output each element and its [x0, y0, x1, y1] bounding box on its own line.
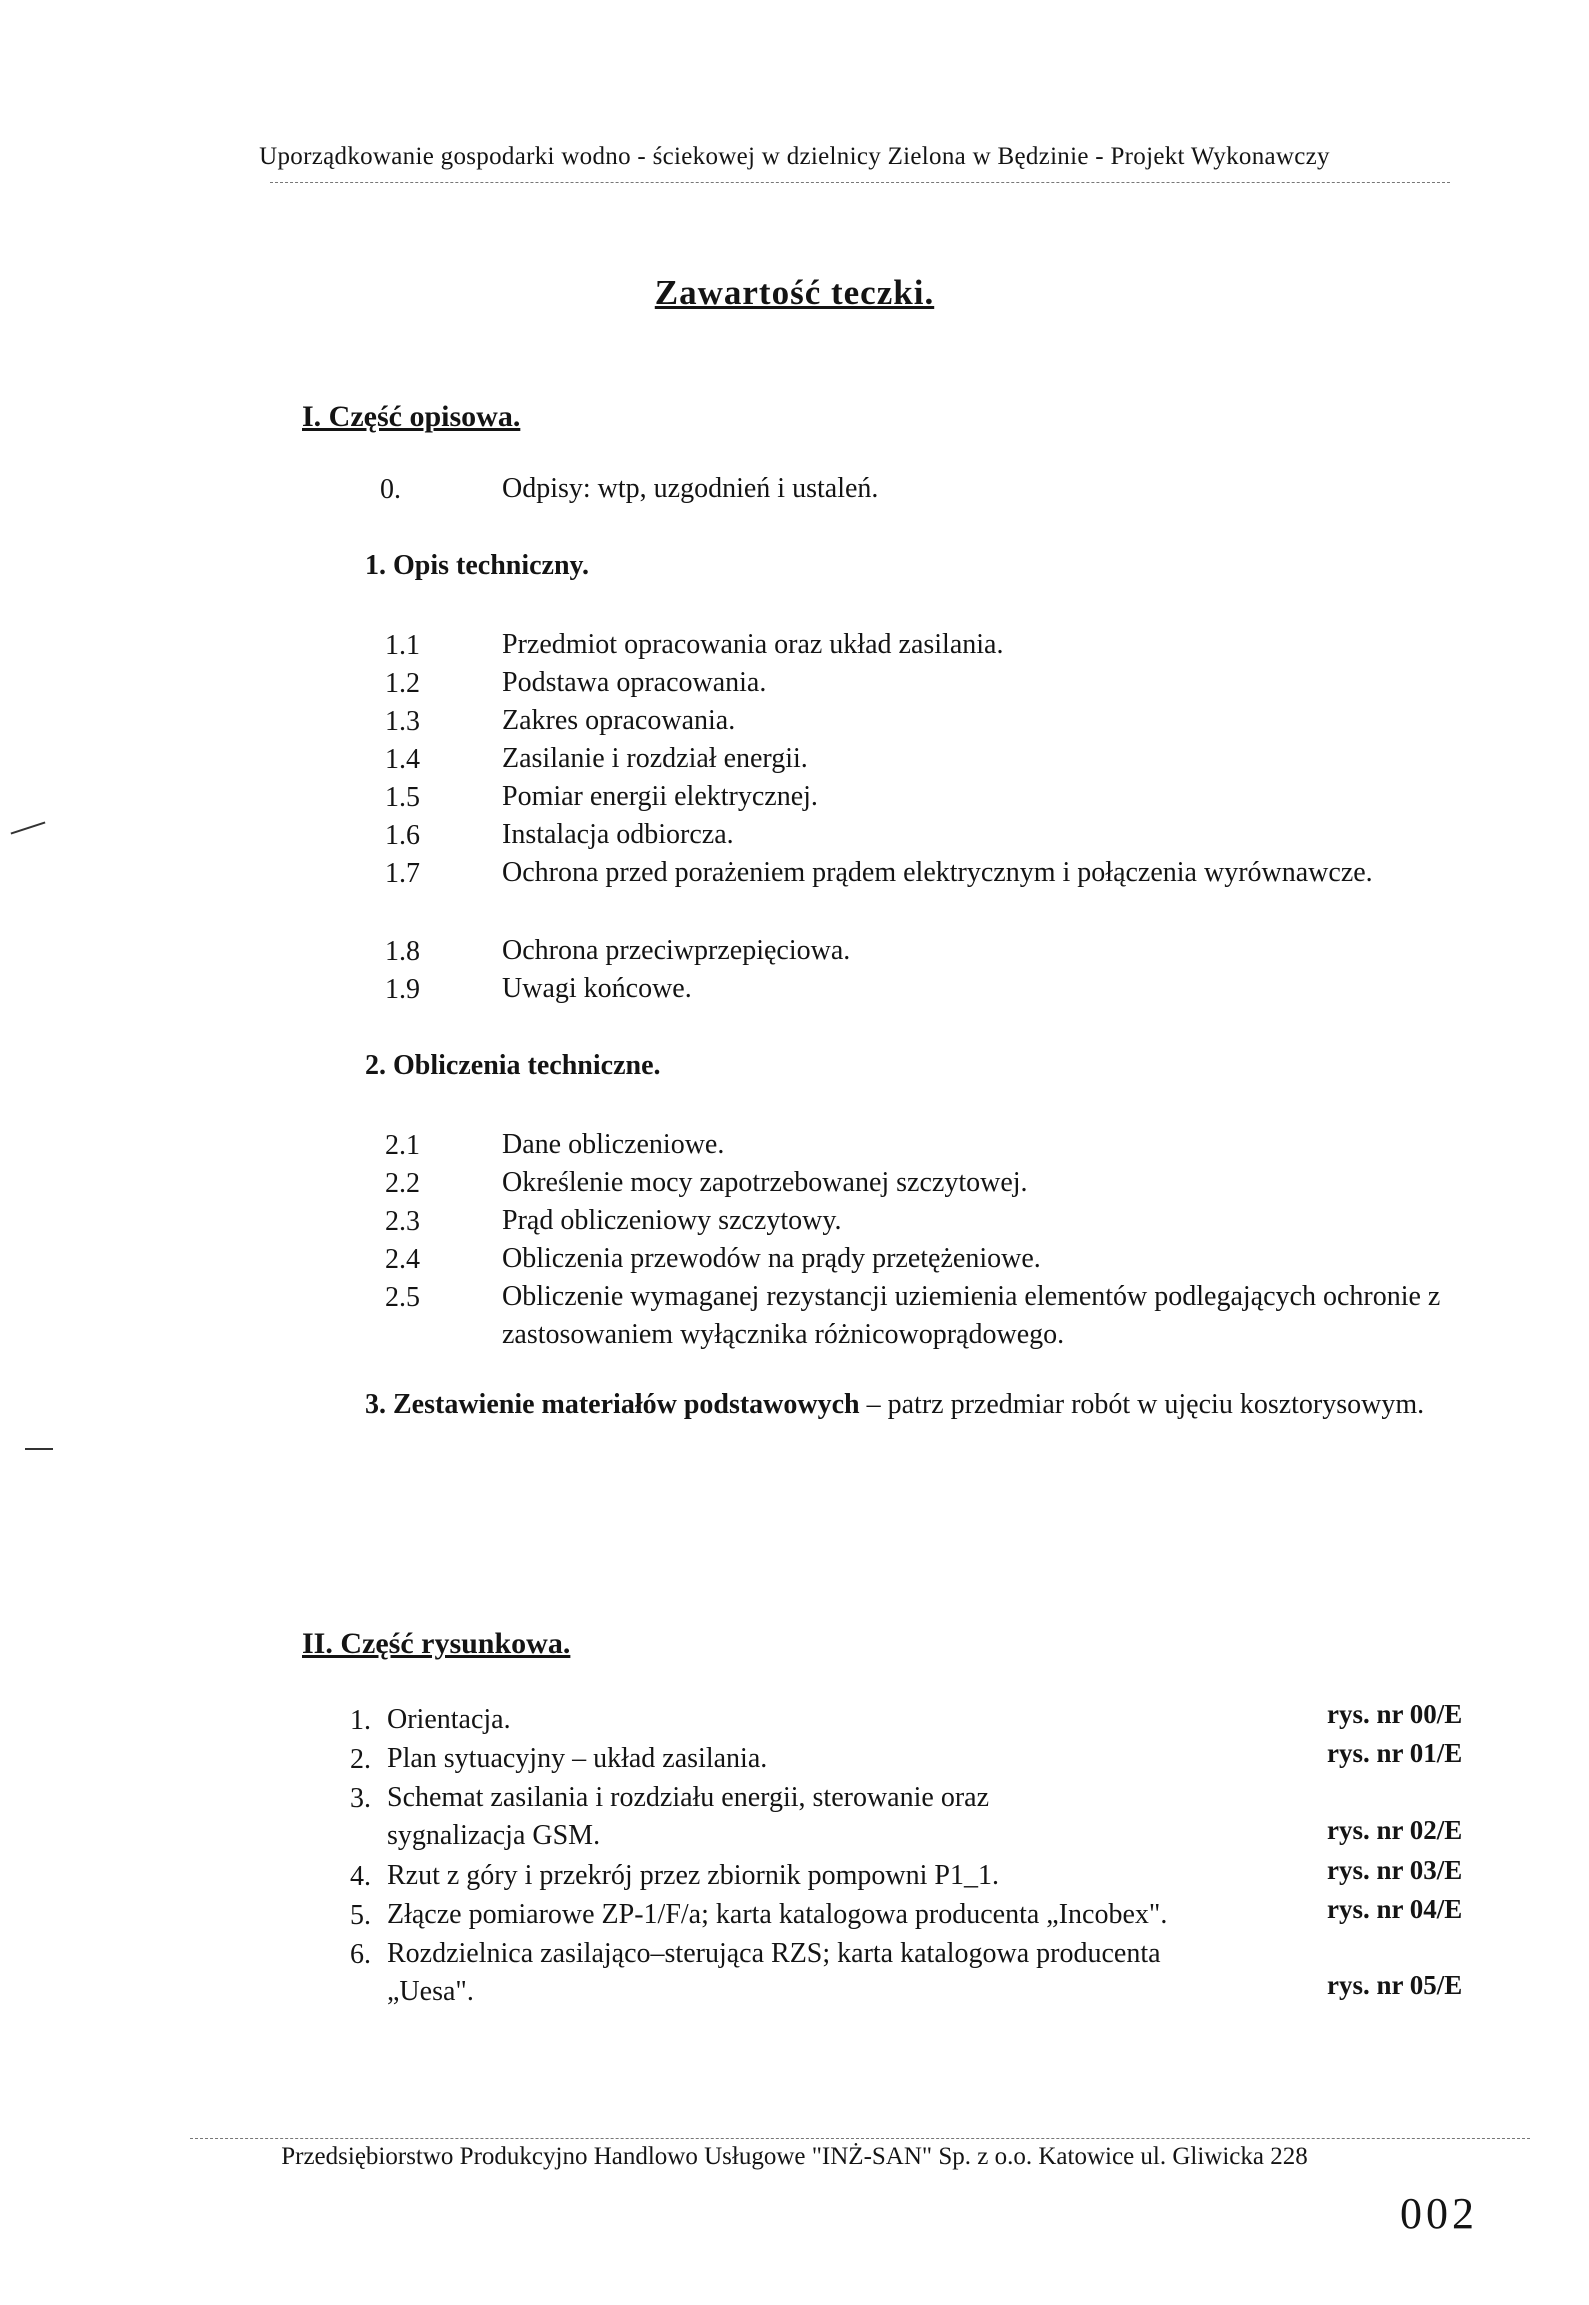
item-text: Ochrona przed porażeniem prądem elektrycznym i połączenia wyrównawcze. — [502, 857, 1373, 888]
section-3-materials — [365, 1386, 1425, 1424]
drawing-text: Złącze pomiarowe ZP-1/F/a; karta katalogowa producenta „Incobex". — [387, 1899, 1168, 1930]
header-rule — [270, 182, 1450, 183]
section-title-opis: 1. Opis techniczny. — [365, 550, 590, 581]
document-title: Zawartość teczki. — [654, 273, 935, 312]
drawing-ref: rys. nr 02/E — [1327, 1815, 1463, 1845]
drawing-number: 6. — [350, 1939, 371, 1970]
item-text: Określenie mocy zapotrzebowanej szczytowej. — [502, 1167, 1028, 1198]
item-text: Podstawa opracowania. — [502, 667, 767, 698]
drawing-number: 2. — [350, 1744, 371, 1775]
drawing-number: 3. — [350, 1783, 371, 1814]
item-number: 1.1 — [385, 630, 420, 661]
item-text: Prąd obliczeniowy szczytowy. — [502, 1205, 842, 1236]
item-text: Zakres opracowania. — [502, 705, 736, 736]
drawing-number: 4. — [350, 1861, 371, 1892]
punch-mark — [25, 1448, 53, 1450]
part2-title: II. Część rysunkowa. — [302, 1627, 571, 1660]
drawing-text: Plan sytuacyjny – układ zasilania. — [387, 1743, 768, 1774]
item-number: 1.6 — [385, 820, 420, 851]
drawing-ref: rys. nr 01/E — [1327, 1738, 1463, 1768]
drawing-ref: rys. nr 04/E — [1327, 1894, 1463, 1924]
item-number: 0. — [380, 474, 401, 505]
item-text: Dane obliczeniowe. — [502, 1129, 725, 1160]
item-text: Obliczenia przewodów na prądy przetężeniowe. — [502, 1243, 1041, 1274]
footer-rule — [190, 2138, 1530, 2139]
drawing-text: Rzut z góry i przekrój przez zbiornik pompowni P1_1. — [387, 1860, 999, 1891]
drawing-ref: rys. nr 03/E — [1327, 1855, 1463, 1885]
item-number: 2.2 — [385, 1168, 420, 1199]
item-text: Przedmiot opracowania oraz układ zasilania. — [502, 629, 1004, 660]
item-number: 1.9 — [385, 974, 420, 1005]
item-text: Ochrona przeciwprzepięciowa. — [502, 935, 851, 966]
section-3-note: – patrz przedmiar robót w ujęciu kosztorysowym. — [859, 1389, 1425, 1420]
part1-title: I. Część opisowa. — [302, 400, 521, 433]
item-text: Zasilanie i rozdział energii. — [502, 743, 808, 774]
item-text: Obliczenie wymaganej rezystancji uziemienia elementów podlegających ochronie z zastosowaniem wyłącznika różnicowoprądowego. — [502, 1281, 1441, 1350]
item-number: 1.5 — [385, 782, 420, 813]
item-text: Uwagi końcowe. — [502, 973, 692, 1004]
item-number: 1.7 — [385, 858, 420, 889]
drawing-number: 1. — [350, 1705, 371, 1736]
drawing-ref: rys. nr 00/E — [1327, 1699, 1463, 1729]
section-title-obliczenia: 2. Obliczenia techniczne. — [365, 1050, 661, 1081]
drawing-text: Orientacja. — [387, 1704, 511, 1735]
item-number: 1.4 — [385, 744, 420, 775]
page-header: Uporządkowanie gospodarki wodno - ściekowej w dzielnicy Zielona w Będzinie - Projekt Wykonawczy — [259, 143, 1330, 170]
item-number: 2.1 — [385, 1130, 420, 1161]
item-number: 2.4 — [385, 1244, 420, 1275]
drawing-text: Schemat zasilania i rozdziału energii, sterowanie oraz sygnalizacja GSM. — [387, 1782, 989, 1851]
item-text: Odpisy: wtp, uzgodnień i ustaleń. — [502, 473, 879, 504]
page-footer: Przedsiębiorstwo Produkcyjno Handlowo Usługowe "INŻ-SAN" Sp. z o.o. Katowice ul. Gliwicka 228 — [281, 2143, 1308, 2170]
item-text: Pomiar energii elektrycznej. — [502, 781, 818, 812]
drawing-ref: rys. nr 05/E — [1327, 1970, 1463, 2000]
item-number: 2.5 — [385, 1282, 420, 1313]
page-number: 002 — [1400, 2189, 1478, 2238]
item-number: 2.3 — [385, 1206, 420, 1237]
item-number: 1.8 — [385, 936, 420, 967]
item-number: 1.3 — [385, 706, 420, 737]
punch-mark — [11, 821, 46, 834]
drawing-text: Rozdzielnica zasilająco–sterująca RZS; karta katalogowa producenta „Uesa". — [387, 1938, 1161, 2007]
item-number: 1.2 — [385, 668, 420, 699]
section-3-title: 3. Zestawienie materiałów podstawowych — [365, 1389, 860, 1420]
drawing-number: 5. — [350, 1900, 371, 1931]
item-text: Instalacja odbiorcza. — [502, 819, 734, 850]
